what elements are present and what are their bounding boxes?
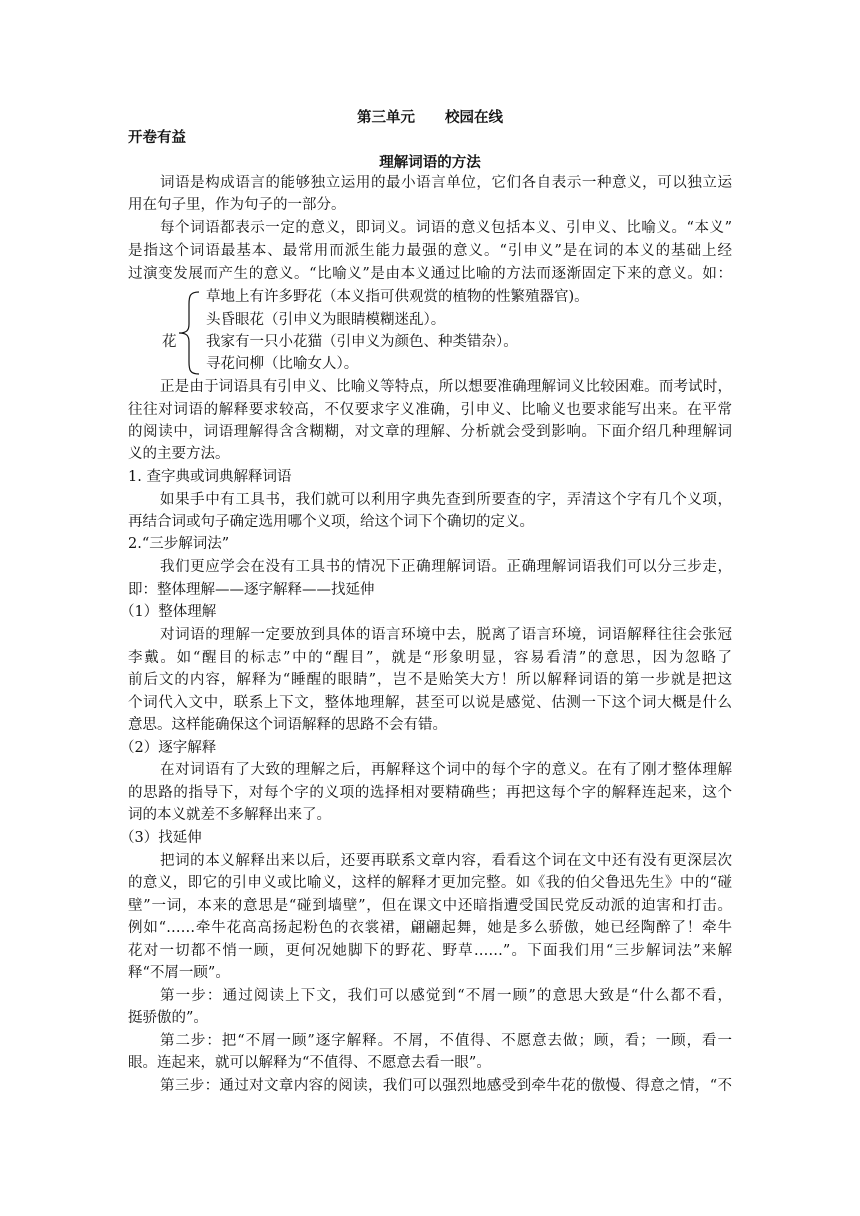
- curly-brace: [175, 290, 205, 376]
- paragraph-line: 壁”一词，本来的意思是“碰到墙壁”，但在课文中还暗指遭受国民党反动派的迫害和打击。: [128, 898, 732, 914]
- method-heading: 2.“三步解词法”: [128, 536, 230, 552]
- example-item: 我家有一只小花猫（引申义为颜色、种类错杂）。: [206, 334, 518, 350]
- unit-number: 第三单元: [357, 109, 415, 126]
- paragraph-line: 眼。连起来，就可以解释为“不值得、不愿意去看一眼”。: [128, 1055, 491, 1071]
- method-heading: 1. 查字典或词典解释词语: [128, 469, 292, 485]
- paragraph-line: 李戴。如“醒目的标志”中的“醒目”，就是“形象明显，容易看清”的意思，因为忽略了: [128, 650, 732, 666]
- paragraph-line: 是指这个词语最基本、最常用而派生能力最强的意义。“引申义”是在词的本义的基础上经: [128, 243, 732, 259]
- paragraph-line: 花对一切都不悄一顾，更何况她脚下的野花、野草……”。下面我们用“三步解词法”来解: [128, 943, 732, 959]
- section-label: 开卷有益: [128, 129, 186, 146]
- paragraph-line: 义的主要方法。: [128, 446, 230, 462]
- paragraph-line: 第一步：通过阅读上下文，我们可以感觉到“不屑一顾”的意思大致是“什么都不看，: [160, 988, 732, 1004]
- unit-theme: 校园在线: [445, 109, 503, 126]
- paragraph-line: 如果手中有工具书，我们就可以利用字典先查到所要查的字，弄清这个字有几个义项，: [160, 492, 732, 508]
- paragraph-line: 第二步：把“不屑一顾”逐字解释。不屑，不值得、不愿意去做；顾，看；一顾，看一: [160, 1033, 732, 1049]
- paragraph-line: 前后文的内容，解释为“睡醒的眼睛”，岂不是贻笑大方！所以解释词语的第一步就是把这: [128, 672, 732, 688]
- paragraph-line: 例如“……牵牛花高高扬起粉色的衣裳裙，翩翩起舞，她是多么骄傲，她已经陶醉了！牵牛: [128, 920, 732, 936]
- step-heading: （1）整体理解: [120, 604, 217, 620]
- step-heading: （2）逐字解释: [120, 740, 217, 756]
- paragraph-line: 正是由于词语具有引申义、比喻义等特点，所以想要准确理解词义比较困难。而考试时，: [160, 379, 732, 395]
- paragraph-line: 第三步：通过对文章内容的阅读，我们可以强烈地感受到牵牛花的傲慢、得意之情，“不: [160, 1078, 732, 1094]
- paragraph-line: 释“不屑一顾”。: [128, 965, 230, 981]
- paragraph-line: 的阅读中，词语理解得含含糊糊，对文章的理解、分析就会受到影响。下面介绍几种理解词: [128, 424, 732, 440]
- hua-label: 花: [162, 334, 177, 350]
- paragraph-line: 把词的本义解释出来以后，还要再联系文章内容，看看这个词在文中还有没有更深层次: [160, 853, 732, 869]
- paragraph-line: 每个词语都表示一定的意义，即词义。词语的意义包括本义、引申义、比喻义。“本义”: [160, 220, 732, 236]
- article-title: 理解词语的方法: [379, 154, 481, 171]
- paragraph-line: 挺骄傲的”。: [128, 1010, 208, 1026]
- paragraph-line: 再结合词或句子确定选用哪个义项，给这个词下个确切的定义。: [128, 514, 534, 530]
- paragraph-line: 往往对词语的解释要求较高，不仅要求字义准确，引申义、比喻义也要求能写出来。在平常: [128, 402, 732, 418]
- paragraph-line: 的意义，即它的引申义或比喻义，这样的解释才更加完整。如《我的伯父鲁迅先生》中的“碰: [128, 875, 732, 891]
- paragraph-line: 词的本义就差不多解释出来了。: [128, 807, 331, 823]
- paragraph-line: 意思。这样能确保这个词语解释的思路不会有错。: [128, 717, 447, 733]
- example-item: 寻花问柳（比喻女人）。: [206, 356, 359, 372]
- paragraph-line: 个词代入文中，联系上下文，整体地理解，甚至可以说是感觉、估测一下这个词大概是什么: [128, 695, 732, 711]
- example-item: 头昏眼花（引申义为眼睛模糊迷乱）。: [206, 312, 446, 328]
- paragraph-line: 的思路的指导下，对每个字的义项的选择相对要精确些；再把这每个字的解释连起来，这个: [128, 785, 732, 801]
- unit-heading: [0, 106, 860, 127]
- paragraph-line: 用在句子里，作为句子的一部分。: [128, 197, 346, 213]
- paragraph-line: 我们更应学会在没有工具书的情况下正确理解词语。正确理解词语我们可以分三步走，: [160, 559, 732, 575]
- paragraph-line: 在对词语有了大致的理解之后，再解释这个词中的每个字的意义。在有了刚才整体理解: [160, 762, 732, 778]
- paragraph-line: 过演变发展而产生的意义。“比喻义”是由本义通过比喻的方法而逐渐固定下来的意义。如：: [128, 266, 732, 282]
- example-item: 草地上有许多野花（本义指可供观赏的植物的性繁殖器官)。: [206, 289, 589, 305]
- paragraph-line: 词语是构成语言的能够独立运用的最小语言单位，它们各自表示一种意义，可以独立运: [160, 175, 732, 191]
- paragraph-line: 对词语的理解一定要放到具体的语言环境中去，脱离了语言环境，词语解释往往会张冠: [160, 627, 732, 643]
- paragraph-line: 即：整体理解——逐字解释——找延伸: [128, 582, 375, 598]
- step-heading: （3）找延伸: [120, 830, 202, 846]
